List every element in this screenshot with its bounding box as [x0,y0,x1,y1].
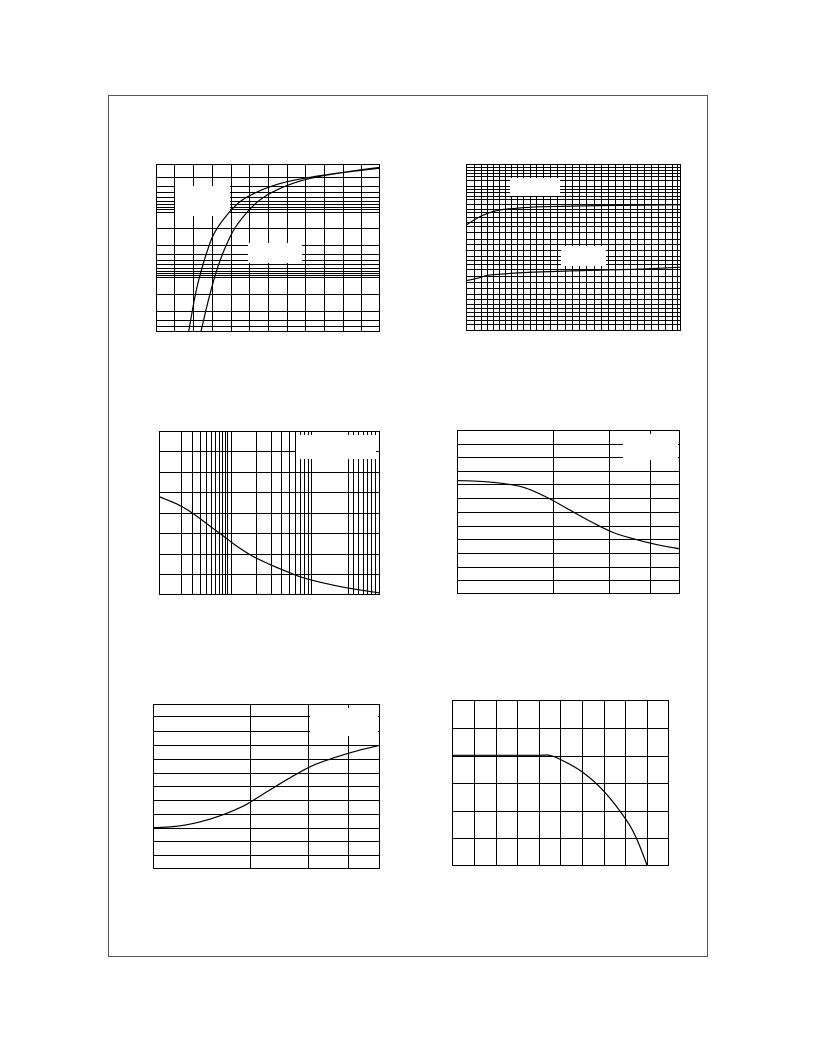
chart-5 [153,704,380,869]
legend-box [296,435,376,459]
legend-box [175,186,230,216]
legend-box [510,178,560,196]
legend-box [561,246,606,266]
chart-2 [466,164,681,331]
chart-3 [159,431,380,595]
legend-box [248,243,302,263]
legend-box [310,708,378,736]
chart-6 [452,700,669,866]
chart-1 [156,164,380,332]
chart-4 [457,430,680,594]
legend-box [623,434,678,460]
